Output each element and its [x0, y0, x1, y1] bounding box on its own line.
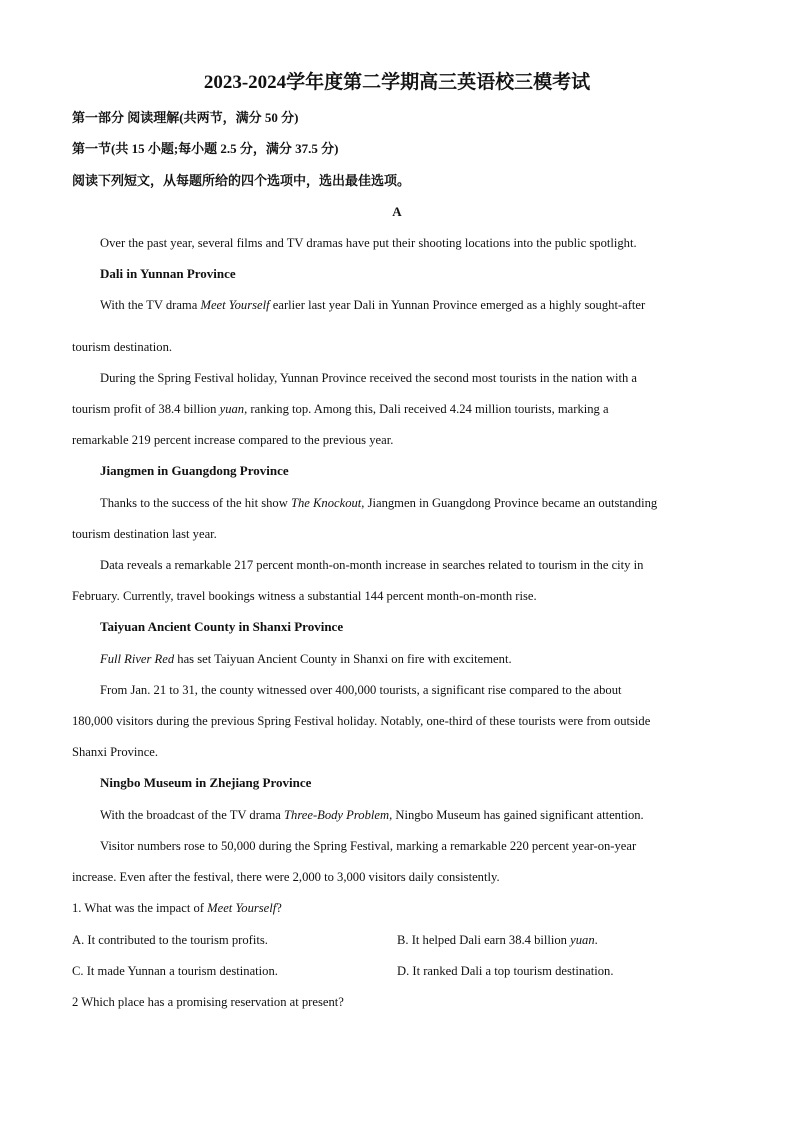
question-1	[72, 900, 282, 916]
text-segment: D. It ranked Dali a top tourism destination.	[397, 964, 614, 978]
text-segment: earlier last year Dali in Yunnan Province emerged as a highly sought-after	[269, 298, 646, 312]
paragraph-line	[100, 682, 622, 698]
text-segment: Data reveals a remarkable 217 percent month-on-month increase in searches related to tourism in the city in	[100, 558, 644, 572]
text-segment: From Jan. 21 to 31, the county witnessed over 400,000 tourists, a significant rise compared to the about	[100, 683, 622, 697]
text-segment: Jiangmen in Guangdong Province	[100, 463, 289, 478]
italic-title-text: Full River Red	[100, 652, 175, 666]
paragraph-line	[72, 588, 537, 604]
paragraph-line	[100, 651, 512, 667]
text-segment: tourism profit of 38.4 billion	[72, 402, 220, 416]
paragraph-line	[100, 235, 637, 251]
italic-title-text: yuan	[219, 402, 245, 416]
text-segment: Ningbo Museum in Zhejiang Province	[100, 775, 312, 790]
paragraph-line	[72, 401, 609, 417]
part-heading	[72, 110, 298, 126]
italic-title-text: Three-Body Problem	[284, 808, 390, 822]
text-segment: 阅读下列短文，从每题所给的四个选项中，选出最佳选项。	[72, 173, 411, 188]
paragraph-line	[100, 370, 637, 386]
paragraph-line	[100, 495, 657, 511]
question-2	[72, 994, 344, 1010]
italic-title-text: Meet Yourself	[200, 298, 270, 312]
paragraph-line	[100, 807, 644, 823]
paragraph-line	[72, 713, 650, 729]
option-b	[397, 932, 598, 948]
paragraph-line	[100, 297, 645, 313]
subheading	[100, 619, 343, 635]
text-segment: During the Spring Festival holiday, Yunnan Province received the second most tourists in the nation with a	[100, 371, 638, 385]
text-segment: has set Taiyuan Ancient County in Shanxi on fire with excitement.	[174, 652, 512, 666]
text-segment: Thanks to the success of the hit show	[100, 496, 291, 510]
text-segment: ?	[276, 901, 282, 915]
text-segment: remarkable 219 percent increase compared to the previous year.	[72, 433, 394, 447]
text-segment: .	[594, 933, 598, 947]
text-segment: A	[392, 204, 402, 219]
text-segment: With the TV drama	[100, 298, 201, 312]
subheading	[100, 775, 311, 791]
paragraph-line	[100, 838, 636, 854]
paragraph-line	[72, 339, 172, 355]
text-segment: With the broadcast of the TV drama	[100, 808, 285, 822]
italic-title-text: The Knockout	[290, 496, 362, 510]
text-segment: , Ningbo Museum has gained significant attention.	[389, 808, 644, 822]
text-segment: Taiyuan Ancient County in Shanxi Province	[100, 619, 344, 634]
subheading	[100, 266, 236, 282]
paragraph-line	[72, 526, 217, 542]
paragraph-line	[72, 432, 393, 448]
text-segment: 第一部分 阅读理解(共两节，满分 50 分)	[72, 110, 299, 125]
passage-label	[0, 204, 794, 220]
text-segment: increase. Even after the festival, there were 2,000 to 3,000 visitors daily consistently.	[72, 870, 500, 884]
subheading	[100, 463, 289, 479]
text-segment: tourism destination.	[72, 340, 173, 354]
text-segment: Over the past year, several films and TV dramas have put their shooting locations into the public spotlight.	[100, 236, 637, 250]
text-segment: February. Currently, travel bookings witness a substantial 144 percent month-on-month rise.	[72, 589, 537, 603]
paragraph-line	[72, 869, 500, 885]
text-segment: , ranking top. Among this, Dali received 4.24 million tourists, marking a	[244, 402, 609, 416]
text-segment: C. It made Yunnan a tourism destination.	[72, 964, 278, 978]
italic-title-text: Meet Yourself	[207, 901, 277, 915]
text-segment: 180,000 visitors during the previous Spring Festival holiday. Notably, one-third of these tourists were from outside	[72, 714, 651, 728]
option-d	[397, 963, 614, 979]
text-segment: 2 Which place has a promising reservation at present?	[72, 995, 344, 1009]
paragraph-line	[100, 557, 643, 573]
text-segment: Visitor numbers rose to 50,000 during the Spring Festival, marking a remarkable 220 percent year-on-year	[100, 839, 637, 853]
text-segment: Shanxi Province.	[72, 745, 159, 759]
text-segment: 第一节(共 15 小题;每小题 2.5 分，满分 37.5 分)	[72, 141, 339, 156]
paragraph-line	[72, 744, 158, 760]
text-segment: Dali in Yunnan Province	[100, 266, 236, 281]
instructions	[72, 173, 410, 189]
text-segment: tourism destination last year.	[72, 527, 217, 541]
section-heading	[72, 141, 339, 157]
text-segment: B. It helped Dali earn 38.4 billion	[397, 933, 571, 947]
option-a	[72, 932, 268, 948]
italic-title-text: yuan	[570, 933, 595, 947]
text-segment: 2023-2024学年度第二学期高三英语校三模考试	[203, 72, 591, 93]
text-segment: A. It contributed to the tourism profits.	[72, 933, 268, 947]
option-c	[72, 963, 278, 979]
text-segment: , Jiangmen in Guangdong Province became an outstanding	[361, 496, 658, 510]
exam-title	[0, 71, 794, 95]
text-segment: 1. What was the impact of	[72, 901, 208, 915]
